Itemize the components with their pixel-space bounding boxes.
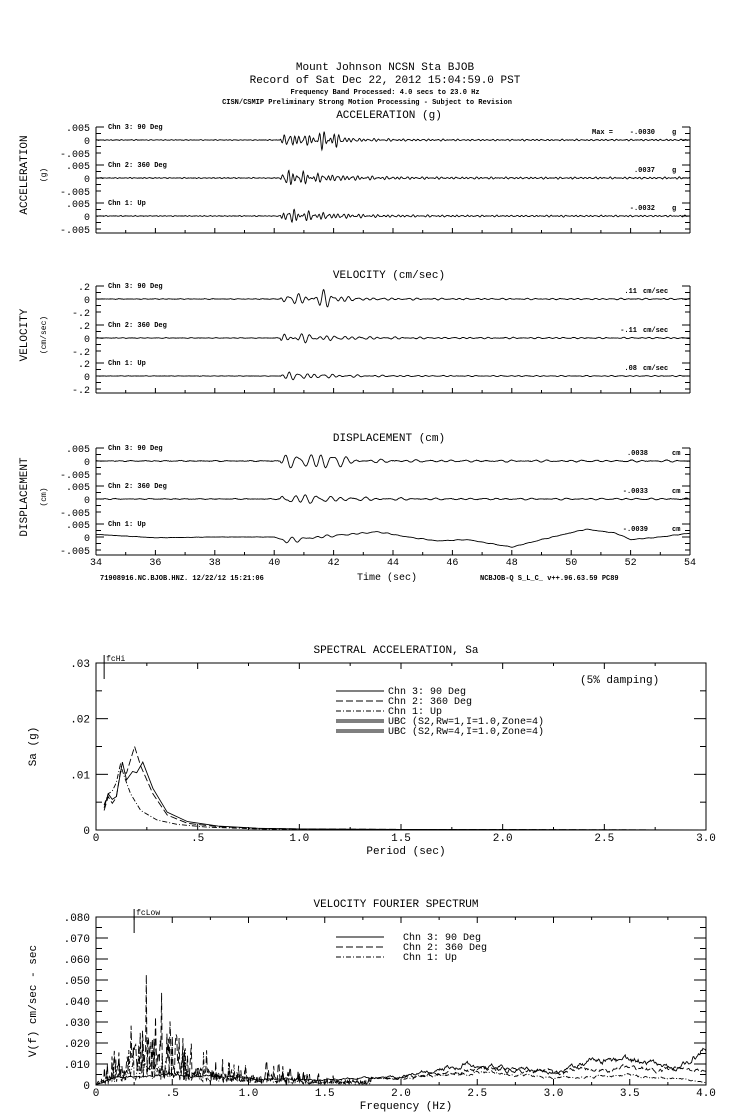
header-station: Mount Johnson NCSN Sta BJOB xyxy=(295,62,475,74)
y-axis-unit: (g) xyxy=(40,167,49,183)
y-tick-label: .040 xyxy=(63,997,90,1009)
x-tick-label: 1.5 xyxy=(314,1088,335,1100)
displacement-panel xyxy=(19,433,696,569)
max-unit: cm xyxy=(672,488,681,496)
y-tick-label: .050 xyxy=(63,976,90,988)
x-tick-label: 34 xyxy=(89,558,103,569)
legend-label: Chn 2: 360 Deg xyxy=(403,943,488,954)
y-tick-label: .060 xyxy=(63,955,90,967)
y-tick-label: -.005 xyxy=(59,471,90,482)
footer-processing-id: NCBJOB-Q S_L_C_ v++.96.63.59 PC89 xyxy=(480,575,619,583)
y-axis-unit: (cm) xyxy=(40,487,49,507)
y-tick-label: .005 xyxy=(65,521,90,532)
x-tick-label: 54 xyxy=(683,558,697,569)
y-tick-label: .005 xyxy=(65,124,90,135)
damping-annotation: (5% damping) xyxy=(580,675,660,687)
panel-title: ACCELERATION (g) xyxy=(336,110,442,122)
y-tick-label: 0 xyxy=(83,175,90,186)
time-axis-label: Time (sec) xyxy=(356,573,418,584)
max-value: .0038 xyxy=(626,450,648,458)
y-tick-label: 0 xyxy=(83,335,90,346)
y-tick-label: 0 xyxy=(83,1081,90,1093)
y-tick-label: -.005 xyxy=(59,188,90,199)
x-tick-label: 40 xyxy=(268,558,281,569)
y-axis-label: V(f) cm/sec - sec xyxy=(28,944,40,1058)
x-tick-label: 52 xyxy=(624,558,637,569)
panel-title: DISPLACEMENT (cm) xyxy=(332,433,446,445)
y-axis-label: VELOCITY xyxy=(19,308,31,362)
y-tick-label: -.005 xyxy=(59,150,90,161)
channel-trace-group xyxy=(72,322,690,359)
chart-title: VELOCITY FOURIER SPECTRUM xyxy=(313,899,479,911)
x-tick-label: 3.0 xyxy=(543,1088,564,1100)
y-tick-label: -.005 xyxy=(59,547,90,558)
channel-trace-group xyxy=(60,124,690,161)
acceleration-panel xyxy=(19,110,690,237)
channel-label: Chn 1: Up xyxy=(108,200,146,208)
channel-trace-group xyxy=(72,360,690,397)
channel-label: Chn 1: Up xyxy=(108,521,146,529)
y-tick-label: 0 xyxy=(83,137,90,148)
velocity-panel xyxy=(19,270,690,397)
x-tick-label: 2.0 xyxy=(492,833,513,845)
sa-curve xyxy=(104,747,706,831)
y-tick-label: .080 xyxy=(63,913,90,925)
y-tick-label: -.2 xyxy=(71,386,90,397)
x-tick-label: 0 xyxy=(92,1088,100,1100)
y-tick-label: 0 xyxy=(83,296,90,307)
max-value: -.0032 xyxy=(629,205,655,213)
x-axis-label: Frequency (Hz) xyxy=(359,1101,453,1113)
channel-waveform xyxy=(96,495,690,504)
corner-frequency-label: fcLow xyxy=(136,909,161,918)
channel-label: Chn 3: 90 Deg xyxy=(108,283,163,291)
channel-trace-group xyxy=(60,521,690,558)
y-tick-label: 0 xyxy=(83,373,90,384)
y-tick-label: .2 xyxy=(77,322,90,333)
y-tick-label: .010 xyxy=(63,1060,90,1072)
max-unit: cm xyxy=(672,526,681,534)
y-tick-label: 0 xyxy=(83,826,90,838)
channel-waveform xyxy=(96,529,690,547)
velocity-fourier-chart xyxy=(28,899,716,1113)
channel-waveform xyxy=(96,209,690,222)
y-tick-label: 0 xyxy=(83,458,90,469)
y-tick-label: .2 xyxy=(77,360,90,371)
y-tick-label: .070 xyxy=(63,934,90,946)
y-tick-label: 0 xyxy=(83,496,90,507)
y-tick-label: -.005 xyxy=(59,509,90,520)
legend-label: Chn 2: 360 Deg xyxy=(388,697,473,708)
y-tick-label: 0 xyxy=(83,534,90,545)
max-value: -.0033 xyxy=(622,488,648,496)
y-tick-label: .02 xyxy=(70,714,90,727)
max-value: .11 xyxy=(624,288,637,296)
channel-waveform xyxy=(96,334,690,343)
x-tick-label: 0 xyxy=(92,833,100,845)
x-tick-label: 1.0 xyxy=(289,833,310,845)
x-tick-label: 3.0 xyxy=(696,833,716,845)
y-axis-label: DISPLACEMENT xyxy=(19,457,31,537)
x-tick-label: 2.5 xyxy=(467,1088,488,1100)
x-tick-label: 3.5 xyxy=(619,1088,640,1100)
x-tick-label: 1.0 xyxy=(238,1088,259,1100)
y-tick-label: -.2 xyxy=(71,309,90,320)
corner-frequency-label: fcHi xyxy=(106,655,126,664)
channel-label: Chn 3: 90 Deg xyxy=(108,124,163,132)
channel-label: Chn 2: 360 Deg xyxy=(108,483,167,491)
header-band: Frequency Band Processed: 4.0 secs to 23.0 Hz xyxy=(290,89,480,97)
header-processing: CISN/CSMIP Preliminary Strong Motion Processing - Subject to Revision xyxy=(222,99,512,107)
y-axis-label: Sa (g) xyxy=(28,726,40,767)
x-tick-label: 2.0 xyxy=(391,1088,411,1100)
x-tick-label: 2.5 xyxy=(594,833,615,845)
y-tick-label: .01 xyxy=(70,770,90,783)
y-tick-label: .2 xyxy=(77,283,90,294)
chart-title: SPECTRAL ACCELERATION, Sa xyxy=(313,645,479,657)
time-series-panels xyxy=(19,110,696,569)
max-value: .08 xyxy=(624,365,637,373)
channel-trace-group xyxy=(60,200,690,237)
y-tick-label: .020 xyxy=(63,1039,90,1051)
sa-curve xyxy=(104,762,706,830)
max-value: -.11 xyxy=(620,327,637,335)
x-axis-label: Period (sec) xyxy=(366,846,446,858)
legend-label: UBC (S2,Rw=4,I=1.0,Zone=4) xyxy=(388,727,545,738)
y-tick-label: -.005 xyxy=(59,226,90,237)
x-tick-label: 46 xyxy=(446,558,459,569)
y-axis-label: ACCELERATION xyxy=(19,135,31,215)
max-unit: cm xyxy=(672,450,681,458)
header-record: Record of Sat Dec 22, 2012 15:04:59.0 PST xyxy=(249,75,521,87)
panel-title: VELOCITY (cm/sec) xyxy=(332,270,446,282)
y-axis-unit: (cm/sec) xyxy=(40,315,49,355)
channel-trace-group xyxy=(60,483,690,520)
x-tick-label: .5 xyxy=(165,1088,179,1100)
y-tick-label: .030 xyxy=(63,1018,90,1030)
fourier-curve xyxy=(96,975,706,1085)
y-tick-label: .005 xyxy=(65,162,90,173)
y-tick-label: .005 xyxy=(65,483,90,494)
x-tick-label: 48 xyxy=(505,558,518,569)
x-tick-label: 50 xyxy=(565,558,578,569)
x-tick-label: 4.0 xyxy=(696,1088,716,1100)
footer-record-id: 71908916.NC.BJOB.HNZ. 12/22/12 15:21:06 xyxy=(100,575,264,583)
channel-waveform xyxy=(96,290,690,307)
legend xyxy=(336,932,487,964)
legend-label: Chn 1: Up xyxy=(388,707,443,718)
x-tick-label: 44 xyxy=(386,558,400,569)
spectral-acceleration-chart xyxy=(28,645,716,858)
max-value: -.0030 xyxy=(629,129,655,137)
x-tick-label: 36 xyxy=(149,558,162,569)
max-unit: g xyxy=(672,129,677,137)
max-unit: cm/sec xyxy=(643,327,669,335)
max-label: Max = xyxy=(592,129,614,137)
channel-label: Chn 2: 360 Deg xyxy=(108,322,167,330)
x-tick-label: 38 xyxy=(208,558,221,569)
channel-trace-group xyxy=(60,162,690,199)
y-tick-label: .03 xyxy=(70,659,90,671)
y-tick-label: .005 xyxy=(65,445,90,456)
max-unit: g xyxy=(672,167,677,175)
channel-trace-group xyxy=(60,445,690,482)
max-unit: g xyxy=(672,205,677,213)
channel-label: Chn 1: Up xyxy=(108,360,146,368)
max-unit: cm/sec xyxy=(643,365,669,373)
channel-waveform xyxy=(96,455,690,468)
header xyxy=(222,62,521,107)
channel-waveform xyxy=(96,171,690,185)
max-value: .0037 xyxy=(633,167,655,175)
y-tick-label: -.2 xyxy=(71,348,90,359)
channel-label: Chn 3: 90 Deg xyxy=(108,445,163,453)
legend-label: Chn 1: Up xyxy=(403,953,458,964)
max-value: -.0039 xyxy=(622,526,648,534)
legend-label: Chn 3: 90 Deg xyxy=(388,687,467,698)
x-tick-label: 42 xyxy=(327,558,340,569)
max-unit: cm/sec xyxy=(643,288,669,296)
legend xyxy=(336,686,544,738)
y-tick-label: .005 xyxy=(65,200,90,211)
channel-label: Chn 2: 360 Deg xyxy=(108,162,167,170)
legend-label: Chn 3: 90 Deg xyxy=(403,933,482,944)
channel-trace-group xyxy=(72,283,690,320)
y-tick-label: 0 xyxy=(83,213,90,224)
legend-label: UBC (S2,Rw=1,I=1.0,Zone=4) xyxy=(388,717,545,728)
footer xyxy=(100,572,619,584)
sa-curve xyxy=(104,764,706,830)
x-tick-label: .5 xyxy=(191,833,205,845)
x-tick-label: 1.5 xyxy=(391,833,411,845)
channel-waveform xyxy=(96,372,690,380)
